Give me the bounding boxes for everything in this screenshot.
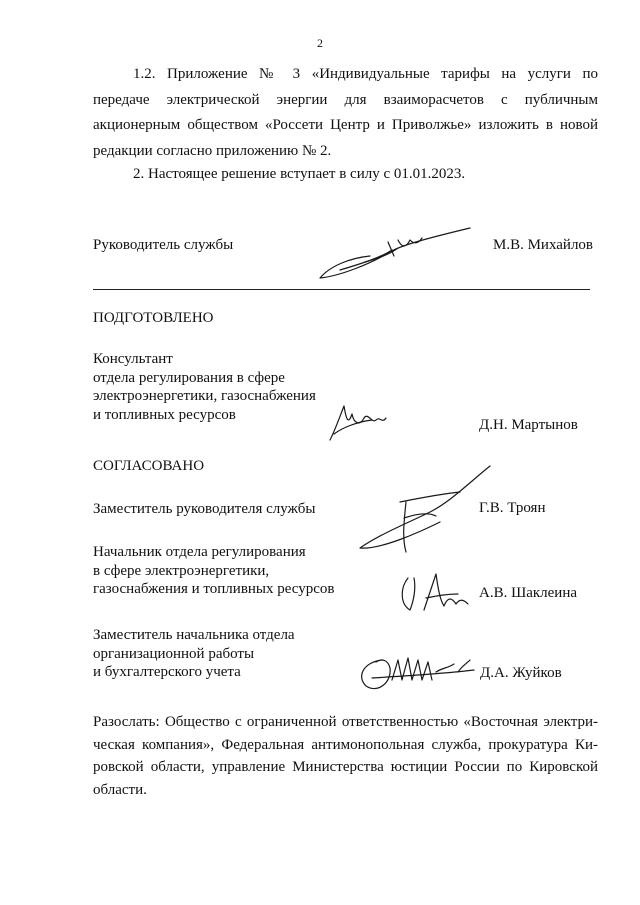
- position-line: Консультант: [93, 351, 173, 367]
- agreed-signer-1-name: Г.В. Троян: [479, 500, 546, 516]
- agreed-signer-3-position: [93, 626, 295, 682]
- separator-line: [93, 289, 590, 290]
- head-name: М.В. Михайлов: [493, 237, 594, 253]
- position-line: отдела регулирования в сфере: [93, 369, 285, 386]
- paragraph-line: ровской области, управление Министерства юстиции России по Кировской: [93, 759, 598, 775]
- agreed-heading: СОГЛАСОВАНО: [93, 458, 205, 474]
- position-line: Заместитель начальника отдела: [93, 627, 295, 643]
- item-1-2-paragraph: [93, 62, 598, 164]
- agreed-signer-2-signature-image: [396, 570, 476, 620]
- agreed-signer-2-position: [93, 543, 335, 599]
- agreed-signer-1-position: [93, 500, 315, 519]
- agreed-signer-2-name: А.В. Шаклеина: [479, 585, 578, 601]
- position-line: и топливных ресурсов: [93, 406, 236, 423]
- paragraph-line: ческая компания», Федеральная антимонопольная служба, прокуратура Ки-: [93, 736, 598, 753]
- paragraph-line: 1.2. Приложение № 3 «Индивидуальные тарифы на услуги по: [133, 66, 598, 82]
- prepared-signature-image: [322, 398, 392, 448]
- head-signature-image: [310, 218, 480, 288]
- paragraph-line: редакции согласно приложению № 2.: [93, 142, 332, 159]
- position-line: Начальник отдела регулирования: [93, 544, 306, 560]
- position-line: и бухгалтерского учета: [93, 664, 241, 680]
- head-title: Руководитель службы: [93, 237, 234, 253]
- distribution-paragraph: [93, 711, 598, 801]
- page-number: 2: [317, 36, 323, 50]
- paragraph-line: акционерным обществом «Россети Центр и Приволжье» изложить в новой: [93, 117, 598, 133]
- prepared-heading: ПОДГОТОВЛЕНО: [93, 310, 214, 326]
- agreed-signer-1-signature-image: [350, 462, 500, 562]
- position-line: организационной работы: [93, 645, 255, 662]
- paragraph-line: области.: [93, 781, 147, 798]
- item-2-paragraph: 2. Настоящее решение вступает в силу с 01.01.2023.: [133, 166, 466, 182]
- prepared-position: [93, 350, 316, 424]
- agreed-signer-3-signature-image: [352, 650, 482, 698]
- position-line: электроэнергетики, газоснабжения: [93, 388, 316, 404]
- agreed-signer-3-name: Д.А. Жуйков: [480, 665, 562, 681]
- paragraph-line: передаче электрической энергии для взаиморасчетов с публичным: [93, 91, 598, 108]
- paragraph-line: Разослать: Общество с ограниченной ответственностью «Восточная электри-: [93, 714, 598, 730]
- position-line: в сфере электроэнергетики,: [93, 562, 270, 579]
- prepared-name: Д.Н. Мартынов: [479, 417, 578, 433]
- position-line: газоснабжения и топливных ресурсов: [93, 581, 335, 597]
- position-line: Заместитель руководителя службы: [93, 501, 316, 517]
